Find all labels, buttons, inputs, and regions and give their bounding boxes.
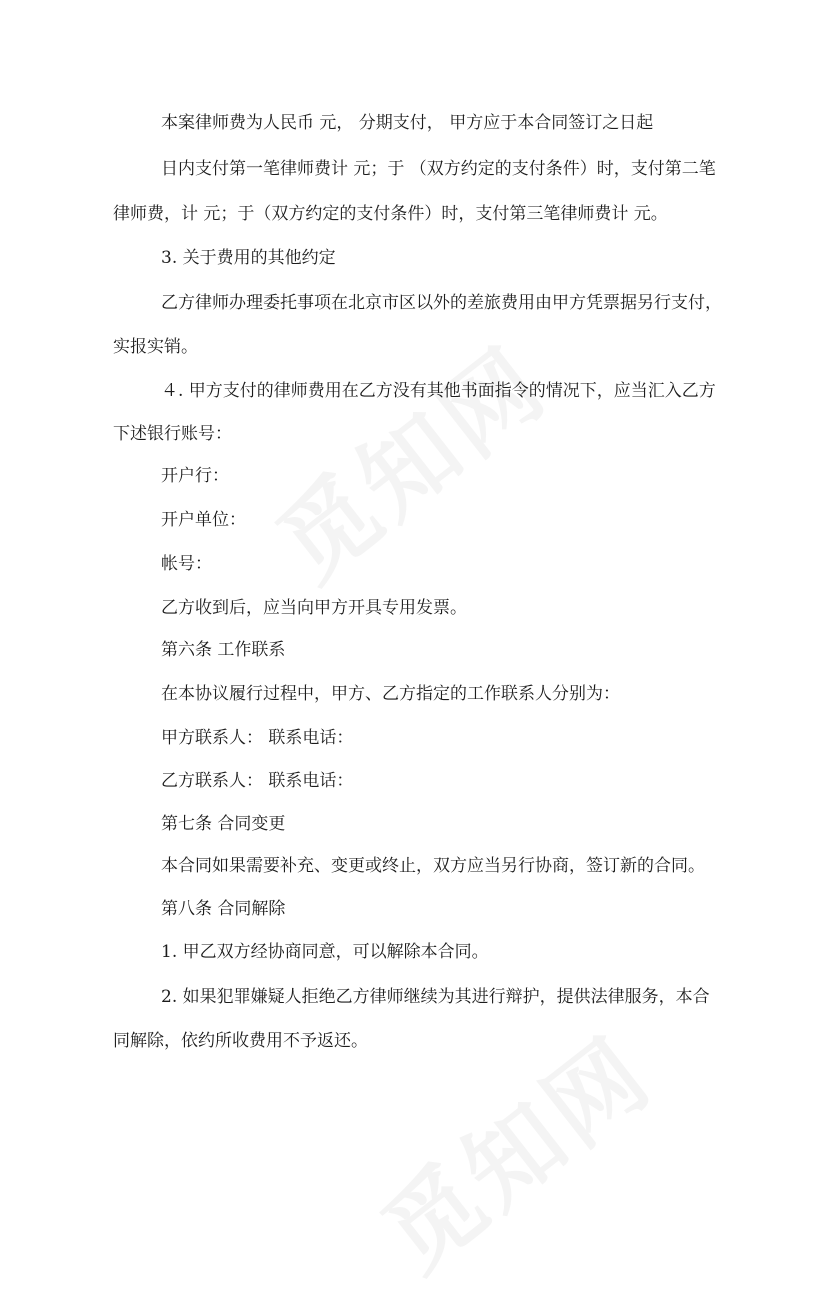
article-heading: 第七条 合同变更 xyxy=(161,814,286,834)
field-label: 开户单位： xyxy=(161,510,246,530)
paragraph-line: 本合同如果需要补充、变更或终止，双方应当另行协商，签订新的合同。 xyxy=(161,856,705,876)
article-heading: 第八条 合同解除 xyxy=(161,899,286,919)
paragraph-line: 律师费，计 元；于（双方约定的支付条件）时，支付第三笔律师费计 元。 xyxy=(113,204,668,224)
paragraph-line: 1. 甲乙双方经协商同意，可以解除本合同。 xyxy=(161,942,489,962)
paragraph-line: 同解除，依约所收费用不予返还。 xyxy=(113,1031,368,1051)
watermark xyxy=(245,310,570,606)
paragraph-line: 下述银行账号： xyxy=(113,424,232,444)
section-heading: 3. 关于费用的其他约定 xyxy=(161,248,336,268)
paragraph-line: 在本协议履行过程中，甲方、乙方指定的工作联系人分别为： xyxy=(161,684,620,704)
paragraph-line: 日内支付第一笔律师费计 元；于 （双方约定的支付条件）时，支付第二笔 xyxy=(161,159,716,179)
paragraph-line: 本案律师费为人民币 元， 分期支付， 甲方应于本合同签订之日起 xyxy=(161,113,654,133)
paragraph-line: ４. 甲方支付的律师费用在乙方没有其他书面指令的情况下，应当汇入乙方 xyxy=(161,381,716,401)
article-heading: 第六条 工作联系 xyxy=(161,640,286,660)
field-label: 开户行： xyxy=(161,466,229,486)
paragraph-line: 乙方收到后，应当向甲方开具专用发票。 xyxy=(161,598,467,618)
field-label: 乙方联系人： 联系电话： xyxy=(161,771,354,791)
field-label: 帐号： xyxy=(161,554,212,574)
paragraph-line: 2. 如果犯罪嫌疑人拒绝乙方律师继续为其进行辩护，提供法律服务，本合 xyxy=(161,987,710,1007)
paragraph-line: 实报实销。 xyxy=(113,337,198,357)
field-label: 甲方联系人： 联系电话： xyxy=(161,728,354,748)
watermark xyxy=(350,1000,675,1296)
paragraph-line: 乙方律师办理委托事项在北京市区以外的差旅费用由甲方凭票据另行支付， xyxy=(161,293,722,313)
